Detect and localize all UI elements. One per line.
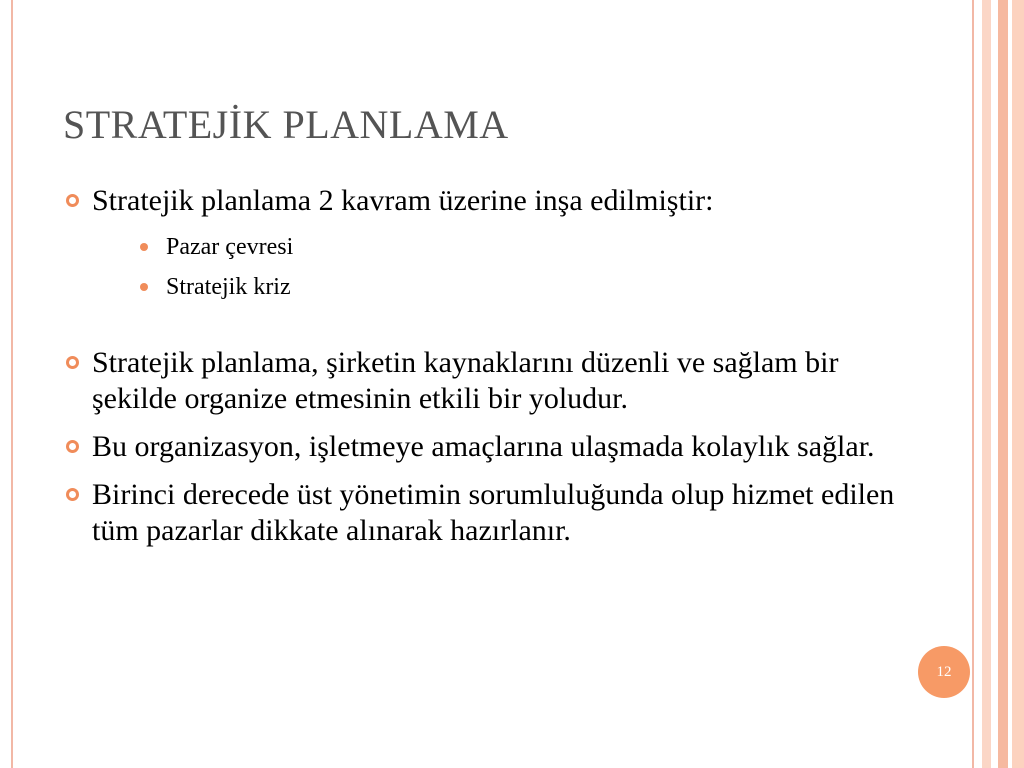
bullet-text: Stratejik planlama, şirketin kaynaklarını düzenli ve sağlam bir şekilde organize etmesinin etkili bir yoludur.: [92, 346, 839, 415]
bullet-list: [60, 183, 900, 549]
stripe: [982, 0, 991, 768]
stripe: [1012, 0, 1024, 768]
decorative-stripes: [982, 0, 1024, 768]
slide-title: STRATEJİK PLANLAMA: [63, 102, 509, 147]
bullet-text: Bu organizasyon, işletmeye amaçlarına ulaşmada kolaylık sağlar.: [92, 430, 875, 463]
bullet-item: [60, 429, 900, 465]
ring-bullet-icon: [66, 440, 79, 453]
ring-bullet-icon: [66, 356, 79, 369]
sub-bullet-list: [92, 227, 900, 307]
bullet-item: [60, 183, 900, 307]
stripe: [991, 0, 998, 768]
ring-bullet-icon: [66, 488, 79, 501]
sub-bullet-item: [92, 227, 900, 267]
bullet-text: Birinci derecede üst yönetimin sorumluluğunda olup hizmet edilen tüm pazarlar dikkate alınarak hazırlanır.: [92, 478, 895, 547]
ring-bullet-icon: [66, 194, 79, 207]
sub-bullet-item: [92, 267, 900, 307]
stripe: [998, 0, 1008, 768]
sub-bullet-text: Stratejik kriz: [166, 274, 291, 300]
bullet-text: Stratejik planlama 2 kavram üzerine inşa edilmiştir:: [92, 184, 714, 217]
bullet-item: [60, 477, 900, 549]
bullet-item: [60, 345, 900, 417]
dot-bullet-icon: [140, 283, 148, 291]
sub-bullet-text: Pazar çevresi: [166, 234, 294, 260]
dot-bullet-icon: [140, 243, 148, 251]
page-number-badge: 12: [918, 646, 970, 698]
